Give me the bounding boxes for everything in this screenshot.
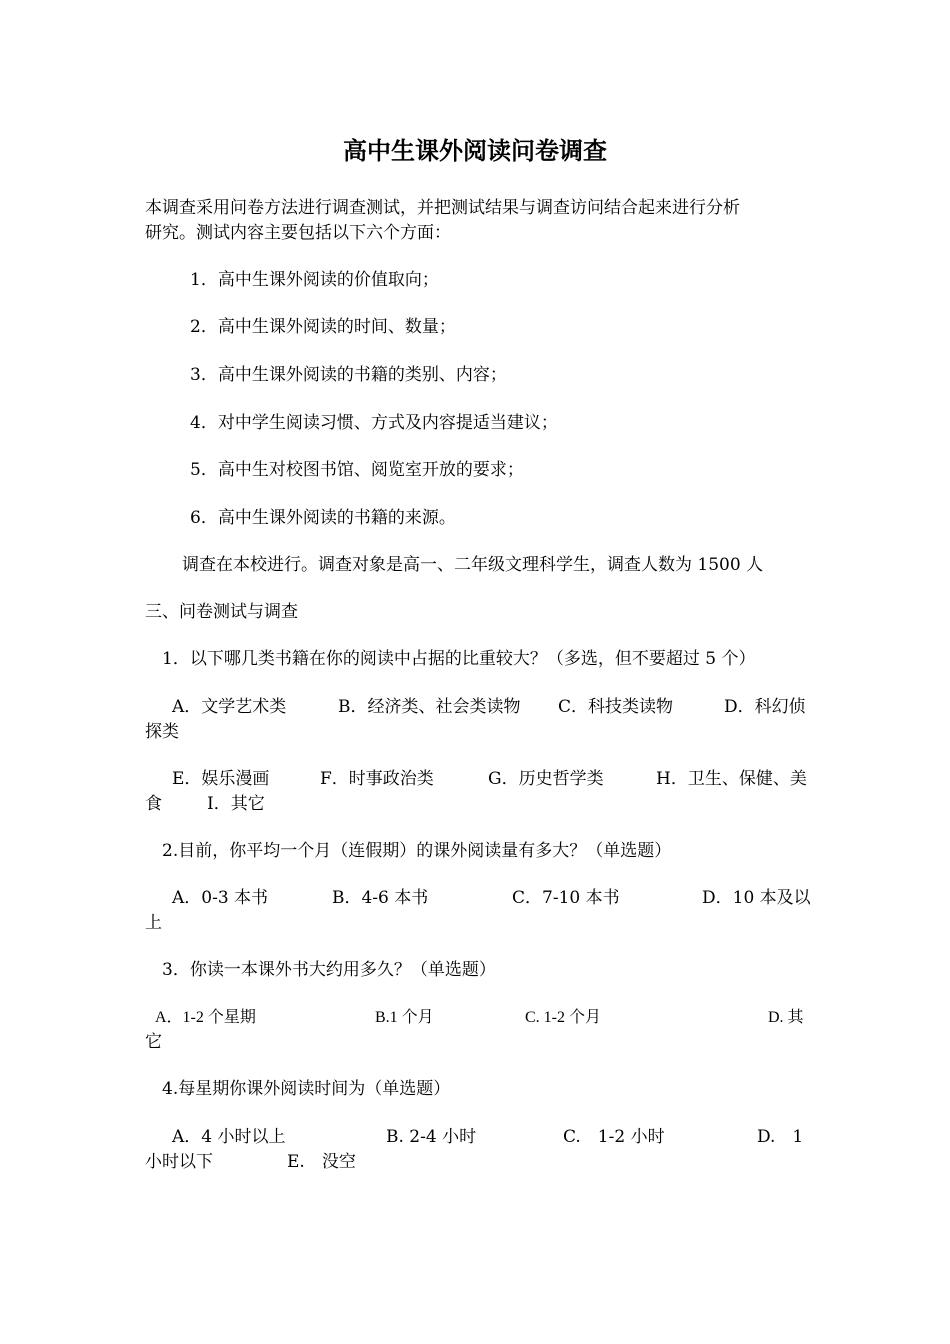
option-continuation: 食 [145, 794, 162, 814]
option: I．其它 [207, 794, 265, 814]
option: D. 1 [757, 1127, 804, 1147]
aspect-item: 1．高中生课外阅读的价值取向； [190, 270, 439, 290]
option: H．卫生、保健、美 [656, 769, 807, 789]
document-title: 高中生课外阅读问卷调查 [343, 137, 607, 165]
option: C．7-10 本书 [512, 888, 620, 908]
question-4-text: 4.每星期你课外阅读时间为（单选题） [162, 1079, 451, 1099]
option: C. 1-2 个月 [525, 1009, 602, 1026]
section-heading: 三、问卷测试与调查 [145, 602, 298, 622]
aspect-item: 5．高中生对校图书馆、阅览室开放的要求； [190, 460, 524, 480]
question-2-text: 2.目前，你平均一个月（连假期）的课外阅读量有多大？（单选题） [162, 841, 672, 861]
option: B.1 个月 [375, 1009, 434, 1026]
intro-line-1: 本调查采用问卷方法进行调查测试，并把测试结果与调查访问结合起来进行分析 [145, 198, 740, 218]
aspect-item: 3．高中生课外阅读的书籍的类别、内容； [190, 365, 507, 385]
option: A．4 小时以上 [172, 1127, 286, 1147]
question-3-text: 3．你读一本课外书大约用多久？（单选题） [162, 960, 496, 980]
option-continuation: 小时以下 [145, 1152, 213, 1172]
option-continuation: 它 [145, 1032, 162, 1052]
aspect-item: 4．对中学生阅读习惯、方式及内容提适当建议； [190, 413, 558, 433]
option: C. 1-2 小时 [563, 1127, 665, 1147]
intro-line-2: 研究。测试内容主要包括以下六个方面： [145, 223, 451, 243]
option: A．1-2 个星期 [155, 1009, 256, 1026]
question-1-text: 1．以下哪几类书籍在你的阅读中占据的比重较大？（多选，但不要超过 5 个） [162, 649, 756, 669]
option: F．时事政治类 [320, 769, 434, 789]
aspect-item: 2．高中生课外阅读的时间、数量； [190, 317, 456, 337]
option: D. 其 [768, 1009, 804, 1026]
option: B．经济类、社会类读物 [338, 697, 521, 717]
option: B．4-6 本书 [332, 888, 429, 908]
aspect-item: 6．高中生课外阅读的书籍的来源。 [190, 508, 456, 528]
option: C．科技类读物 [558, 697, 674, 717]
option: D．科幻侦 [724, 697, 806, 717]
option: E. 没空 [287, 1152, 356, 1172]
scope-paragraph: 调查在本校进行。调查对象是高一、二年级文理科学生，调查人数为 1500 人 [182, 555, 764, 575]
option: G．历史哲学类 [488, 769, 604, 789]
option: A．文学艺术类 [172, 697, 287, 717]
option: B. 2-4 小时 [386, 1127, 477, 1147]
option-continuation: 探类 [145, 722, 179, 742]
option: E．娱乐漫画 [172, 769, 270, 789]
option: A．0-3 本书 [172, 888, 269, 908]
option: D．10 本及以 [702, 888, 811, 908]
option-continuation: 上 [145, 913, 162, 933]
